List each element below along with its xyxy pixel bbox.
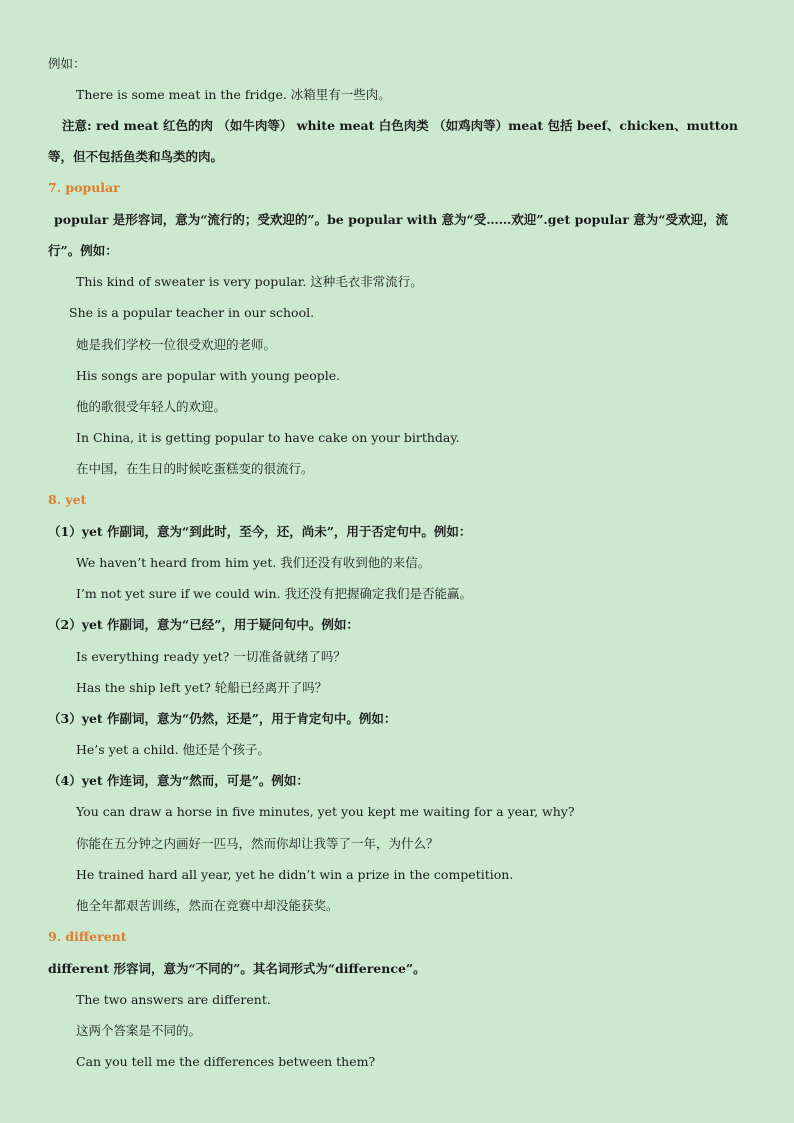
example-sentence: He’s yet a child. 他还是个孩子。 <box>76 742 271 757</box>
example-sentence: His songs are popular with young people. <box>76 368 341 383</box>
example-sentence: He trained hard all year, yet he didn’t win a prize in the competition. <box>76 867 514 882</box>
definition-popular: popular 是形容词，意为“流行的；受欢迎的”。be popular with 意为“受……欢迎”.get popular 意为“受欢迎，流 <box>54 212 728 227</box>
example-translation: 你能在五分钟之内画好一匹马，然而你却让我等了一年，为什么？ <box>76 836 439 851</box>
example-sentence: Has the ship left yet? 轮船已经离开了吗？ <box>76 680 328 695</box>
definition-different: different 形容词，意为“不同的”。其名词形式为“difference”。 <box>48 961 426 976</box>
definition-popular-cont: 行”。例如： <box>48 243 118 258</box>
heading-yet: 8. yet <box>48 492 87 507</box>
usage-yet-4: （4）yet 作连词，意为“然而，可是”。例如： <box>48 773 309 788</box>
example-sentence: Can you tell me the differences between them? <box>76 1054 376 1069</box>
example-sentence: We haven’t heard from him yet. 我们还没有收到他的来信。 <box>76 555 431 570</box>
usage-yet-1: （1）yet 作副词，意为“到此时，至今，还，尚未”，用于否定句中。例如： <box>48 524 472 539</box>
example-translation: 这两个答案是不同的。 <box>76 1023 202 1038</box>
usage-yet-2: （2）yet 作副词，意为“已经”，用于疑问句中。例如： <box>48 617 359 632</box>
example-sentence: The two answers are different. <box>76 992 271 1007</box>
example-translation: 他的歌很受年轻人的欢迎。 <box>76 399 227 414</box>
heading-different: 9. different <box>48 929 127 944</box>
example-sentence: She is a popular teacher in our school. <box>69 305 315 320</box>
example-sentence: I’m not yet sure if we could win. 我还没有把握确定我们是否能赢。 <box>76 586 472 601</box>
example-sentence: There is some meat in the fridge. 冰箱里有一些肉。 <box>76 87 391 102</box>
example-sentence: In China, it is getting popular to have cake on your birthday. <box>76 430 460 445</box>
note-line-cont: 等，但不包括鱼类和鸟类的肉。 <box>48 149 224 164</box>
usage-yet-3: （3）yet 作副词，意为“仍然，还是”，用于肯定句中。例如： <box>48 711 397 726</box>
example-translation: 她是我们学校一位很受欢迎的老师。 <box>76 337 277 352</box>
example-sentence: You can draw a horse in five minutes, yet you kept me waiting for a year, why? <box>76 804 575 819</box>
example-sentence: Is everything ready yet? 一切准备就绪了吗？ <box>76 649 346 664</box>
example-label: 例如： <box>48 56 86 71</box>
note-line: 注意: red meat 红色的肉 （如牛肉等） white meat 白色肉类 （如鸡肉等）meat 包括 beef、chicken、mutton <box>62 118 738 133</box>
example-sentence: This kind of sweater is very popular. 这种毛衣非常流行。 <box>76 274 423 289</box>
example-translation: 他全年都艰苦训练，然而在竞赛中却没能获奖。 <box>76 898 339 913</box>
heading-popular: 7. popular <box>48 180 120 195</box>
example-translation: 在中国，在生日的时候吃蛋糕变的很流行。 <box>76 461 314 476</box>
